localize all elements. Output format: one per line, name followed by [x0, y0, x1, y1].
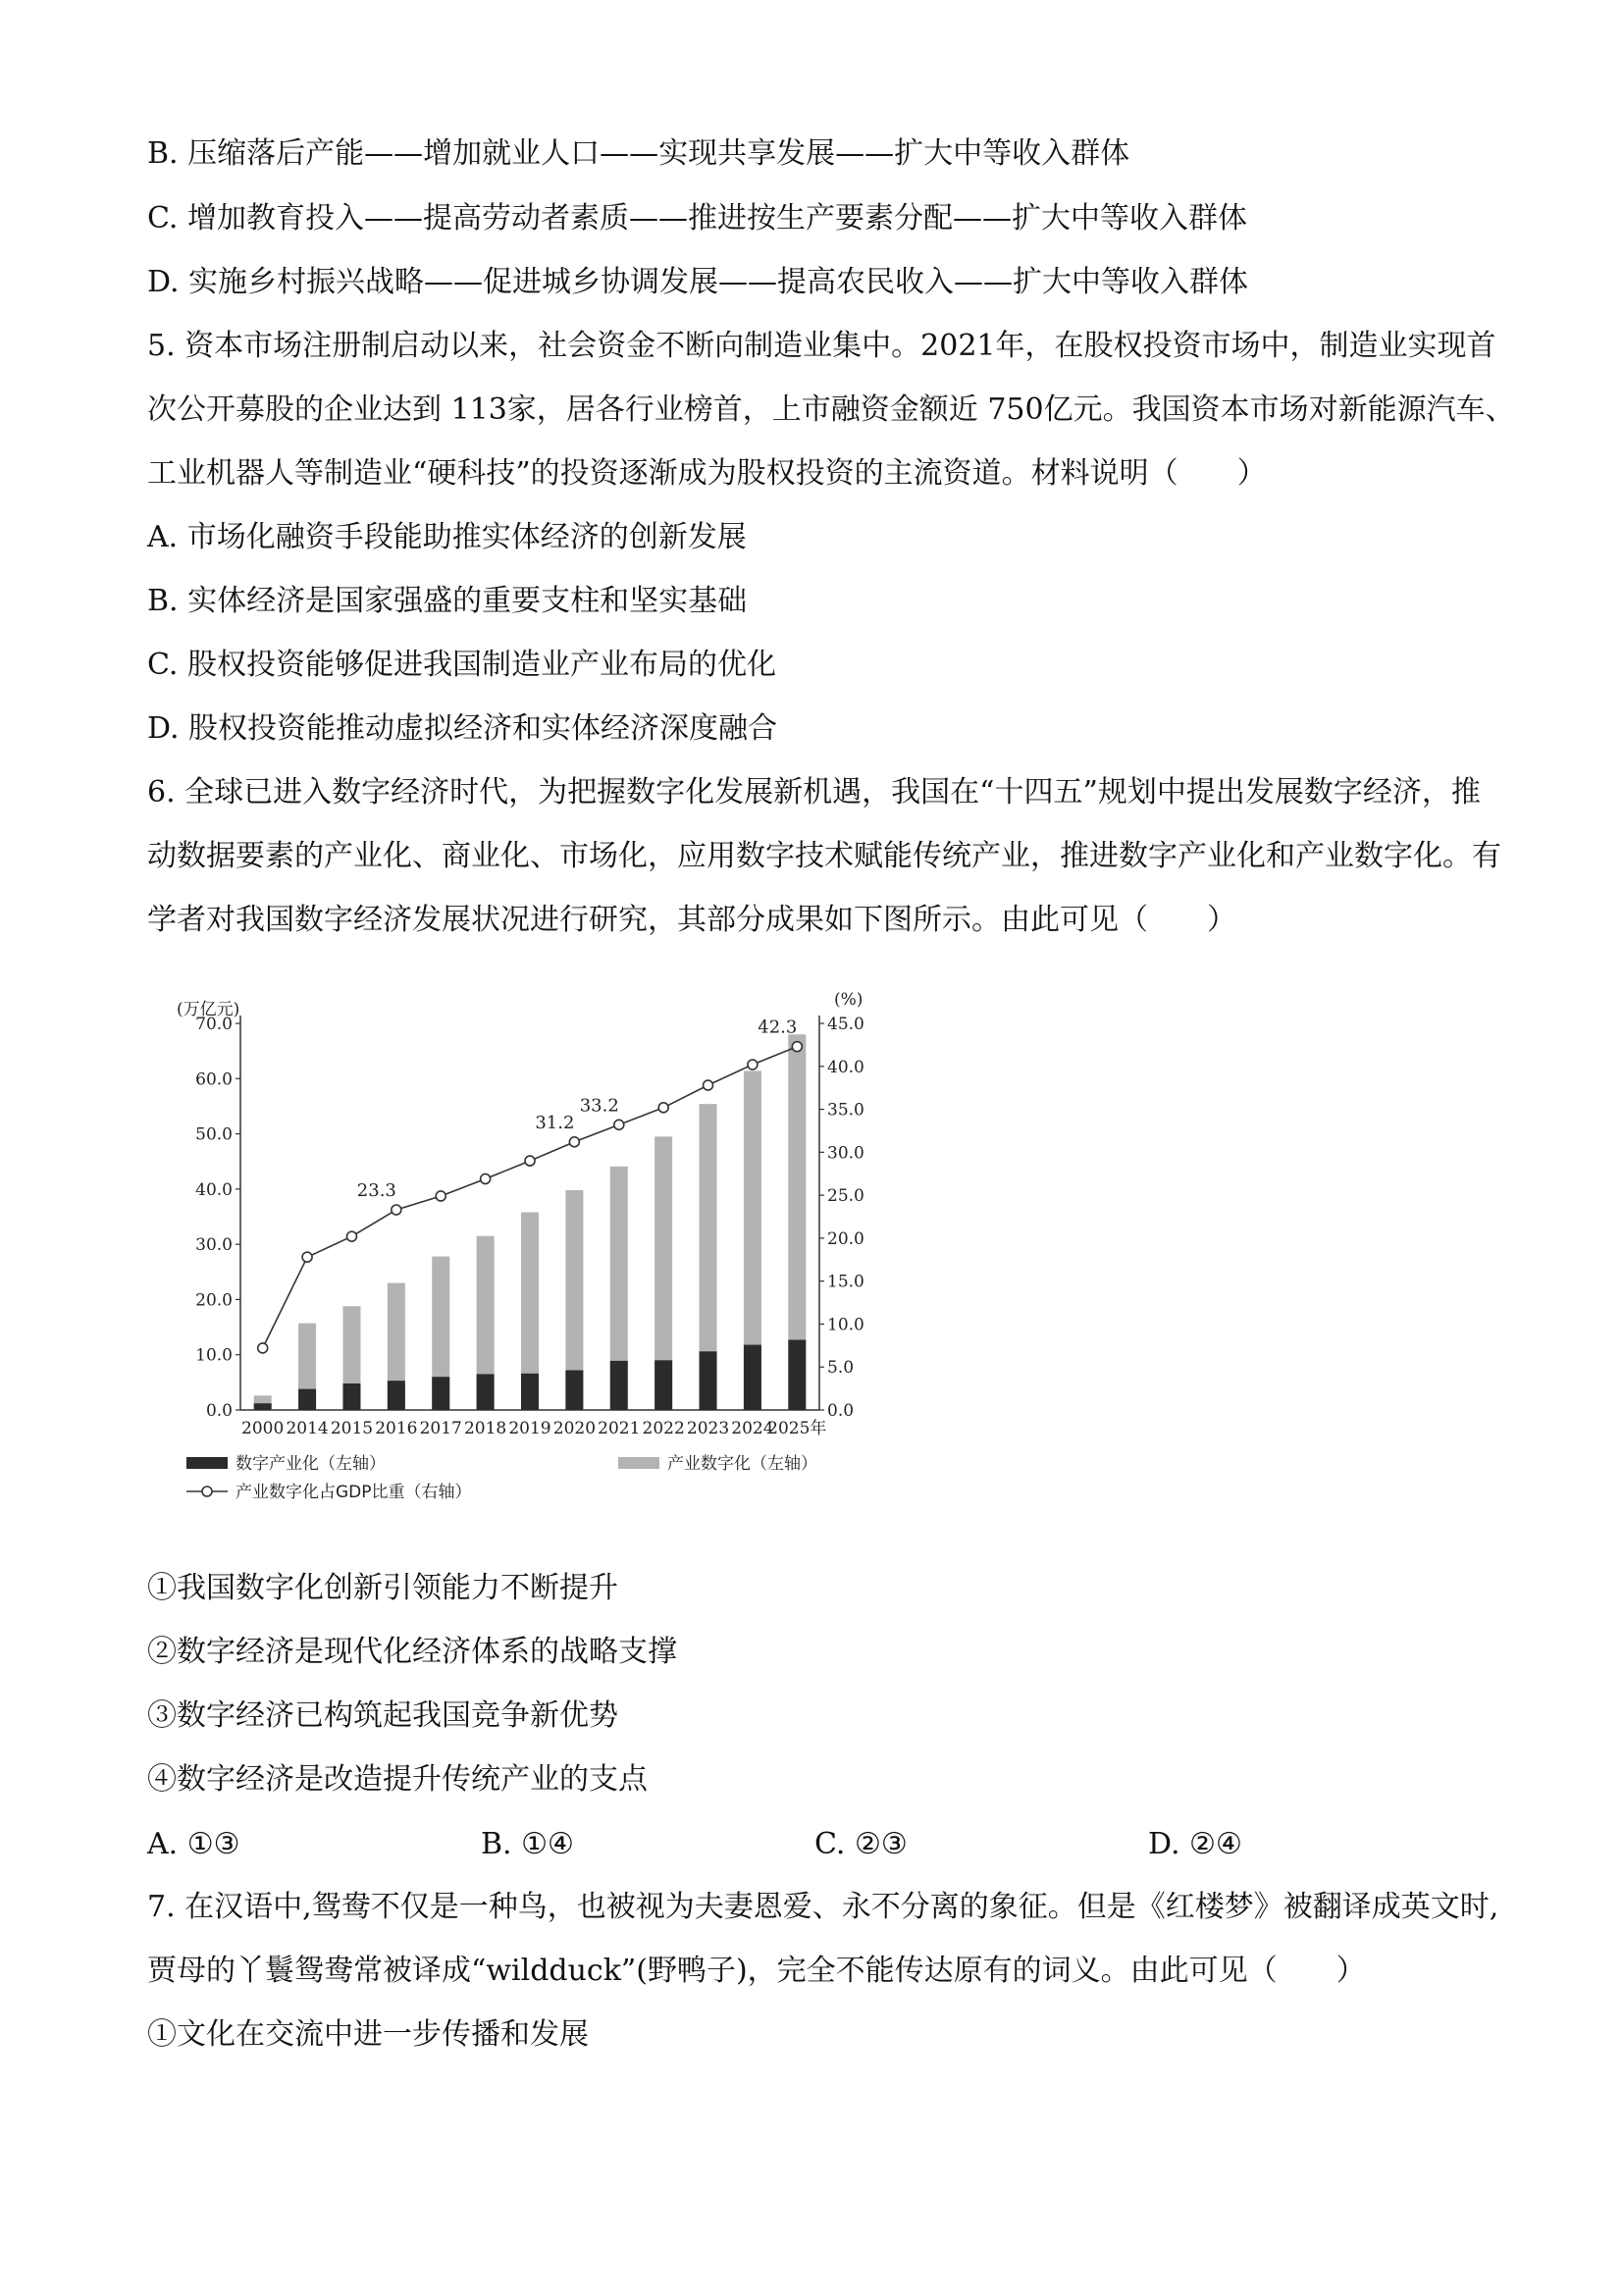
- point-gdp-share: [525, 1156, 535, 1166]
- left-tick-label: 30.0: [195, 1235, 233, 1256]
- option-6b: B. ①④: [481, 1827, 574, 1861]
- point-gdp-share: [302, 1252, 312, 1262]
- option-5b: B. 实体经济是国家强盛的重要支柱和坚实基础: [147, 584, 748, 618]
- bar-digital-industrialization: [477, 1374, 495, 1410]
- option-5d: D. 股权投资能推动虚拟经济和实体经济深度融合: [147, 711, 778, 746]
- point-gdp-share: [614, 1120, 624, 1129]
- option-4c: C. 增加教育投入——提高劳动者素质——推进按生产要素分配——扩大中等收入群体: [147, 201, 1247, 235]
- data-label: 23.3: [356, 1179, 396, 1201]
- right-tick-label: 25.0: [827, 1186, 864, 1207]
- point-gdp-share: [704, 1080, 713, 1090]
- bar-digital-industrialization: [788, 1340, 806, 1410]
- x-tick-label: 2019: [508, 1419, 551, 1438]
- bar-digital-industrialization: [700, 1351, 717, 1410]
- bar-digital-industrialization: [432, 1377, 449, 1410]
- question-7-line-2: 贾母的丫鬟鸳鸯常被译成“wildduck”(野鸭子)，完全不能传达原有的词义。由此可见（ ）: [147, 1954, 1366, 1988]
- x-tick-label: 2022: [642, 1419, 685, 1438]
- bar-digital-industrialization: [654, 1360, 672, 1410]
- point-gdp-share: [569, 1137, 579, 1147]
- statement-7-1: ①文化在交流中进一步传播和发展: [147, 2017, 589, 2052]
- right-tick-label: 30.0: [827, 1143, 864, 1164]
- option-5c: C. 股权投资能够促进我国制造业产业布局的优化: [147, 648, 776, 682]
- x-tick-label: 2025年: [767, 1419, 827, 1438]
- option-5a: A. 市场化融资手段能助推实体经济的创新发展: [147, 520, 747, 554]
- bar-digital-industrialization: [610, 1361, 628, 1410]
- data-label: 42.3: [758, 1017, 798, 1038]
- statement-1: ①我国数字化创新引领能力不断提升: [147, 1571, 618, 1605]
- x-tick-label: 2023: [686, 1419, 730, 1438]
- left-unit-label: (万亿元): [177, 1000, 240, 1019]
- right-tick-label: 0.0: [827, 1401, 855, 1421]
- statement-2: ②数字经济是现代化经济体系的战略支撑: [147, 1635, 677, 1669]
- x-tick-label: 2018: [463, 1419, 507, 1438]
- x-tick-label: 2020: [552, 1419, 597, 1438]
- data-label: 31.2: [535, 1112, 575, 1133]
- bar-digital-industrialization: [388, 1381, 405, 1410]
- legend-label-gdp-share: 产业数字化占GDP比重（右轴）: [236, 1483, 472, 1502]
- option-6a: A. ①③: [147, 1827, 240, 1861]
- bar-digital-industrialization: [298, 1389, 316, 1410]
- legend-label-industry-digitalization: 产业数字化（左轴）: [667, 1454, 817, 1474]
- bar-digital-industrialization: [342, 1383, 360, 1410]
- statement-3: ③数字经济已构筑起我国竞争新优势: [147, 1698, 618, 1733]
- question-6-line-1: 6. 全球已进入数字经济时代，为把握数字化发展新机遇，我国在“十四五”规划中提出发展数字经济，推: [147, 775, 1481, 809]
- data-label: 33.2: [579, 1095, 619, 1117]
- left-tick-label: 10.0: [195, 1345, 233, 1366]
- right-tick-label: 40.0: [827, 1057, 864, 1077]
- question-5-line-3: 工业机器人等制造业“硬科技”的投资逐渐成为股权投资的主流资道。材料说明（ ）: [147, 456, 1267, 491]
- x-tick-label: 2021: [598, 1419, 641, 1438]
- left-tick-label: 40.0: [195, 1179, 233, 1200]
- question-5-line-1: 5. 资本市场注册制启动以来，社会资金不断向制造业集中。2021年，在股权投资市场中，制造业实现首: [147, 329, 1496, 363]
- option-4d: D. 实施乡村振兴战略——促进城乡协调发展——提高农民收入——扩大中等收入群体: [147, 265, 1249, 299]
- x-tick-label: 2014: [286, 1419, 329, 1438]
- bar-digital-industrialization: [565, 1370, 583, 1410]
- x-tick-label: 2016: [375, 1419, 418, 1438]
- digital-economy-chart: [167, 981, 913, 1531]
- legend-label-digital-industrialization: 数字产业化（左轴）: [236, 1454, 386, 1474]
- right-tick-label: 45.0: [827, 1015, 864, 1034]
- point-gdp-share: [658, 1103, 668, 1113]
- x-tick-label: 2000: [241, 1419, 285, 1438]
- statement-4: ④数字经济是改造提升传统产业的支点: [147, 1762, 648, 1797]
- x-tick-label: 2017: [419, 1419, 462, 1438]
- bar-digital-industrialization: [744, 1345, 761, 1410]
- chart-svg: [167, 981, 913, 1531]
- point-gdp-share: [258, 1343, 268, 1353]
- right-tick-label: 5.0: [827, 1358, 855, 1379]
- right-tick-label: 15.0: [827, 1272, 864, 1292]
- point-gdp-share: [481, 1174, 491, 1183]
- legend-swatch-industry-digitalization: [618, 1457, 659, 1469]
- left-tick-label: 0.0: [205, 1401, 233, 1421]
- option-4b: B. 压缩落后产能——增加就业人口——实现共享发展——扩大中等收入群体: [147, 136, 1130, 171]
- bar-digital-industrialization: [254, 1403, 272, 1410]
- right-tick-label: 35.0: [827, 1100, 864, 1121]
- option-6c: C. ②③: [814, 1827, 908, 1861]
- question-6-line-3: 学者对我国数字经济发展状况进行研究，其部分成果如下图所示。由此可见（ ）: [147, 903, 1236, 937]
- x-tick-label: 2024: [731, 1419, 774, 1438]
- right-tick-label: 10.0: [827, 1315, 864, 1335]
- x-tick-label: 2015: [330, 1419, 374, 1438]
- left-tick-label: 50.0: [195, 1124, 233, 1145]
- point-gdp-share: [346, 1231, 356, 1241]
- right-unit-label: (%): [834, 990, 864, 1010]
- point-gdp-share: [792, 1042, 802, 1052]
- bar-digital-industrialization: [521, 1374, 539, 1410]
- left-tick-label: 60.0: [195, 1070, 233, 1090]
- question-6-line-2: 动数据要素的产业化、商业化、市场化，应用数字技术赋能传统产业，推进数字产业化和产业数字化。有: [147, 839, 1501, 873]
- point-gdp-share: [436, 1191, 445, 1201]
- point-gdp-share: [392, 1205, 401, 1215]
- question-5-line-2: 次公开募股的企业达到 113家，居各行业榜首，上市融资金额近 750亿元。我国资本市场对新能源汽车、: [147, 392, 1515, 427]
- legend-marker-gdp-share: [202, 1487, 212, 1496]
- point-gdp-share: [748, 1060, 758, 1070]
- left-tick-label: 20.0: [195, 1290, 233, 1311]
- question-7-line-1: 7. 在汉语中,鸳鸯不仅是一种鸟，也被视为夫妻恩爱、永不分离的象征。但是《红楼梦》被翻译成英文时,: [147, 1890, 1499, 1924]
- option-6d: D. ②④: [1148, 1827, 1242, 1861]
- left-tick-label: 70.0: [195, 1015, 233, 1034]
- right-tick-label: 20.0: [827, 1228, 864, 1249]
- legend-swatch-digital-industrialization: [186, 1457, 228, 1469]
